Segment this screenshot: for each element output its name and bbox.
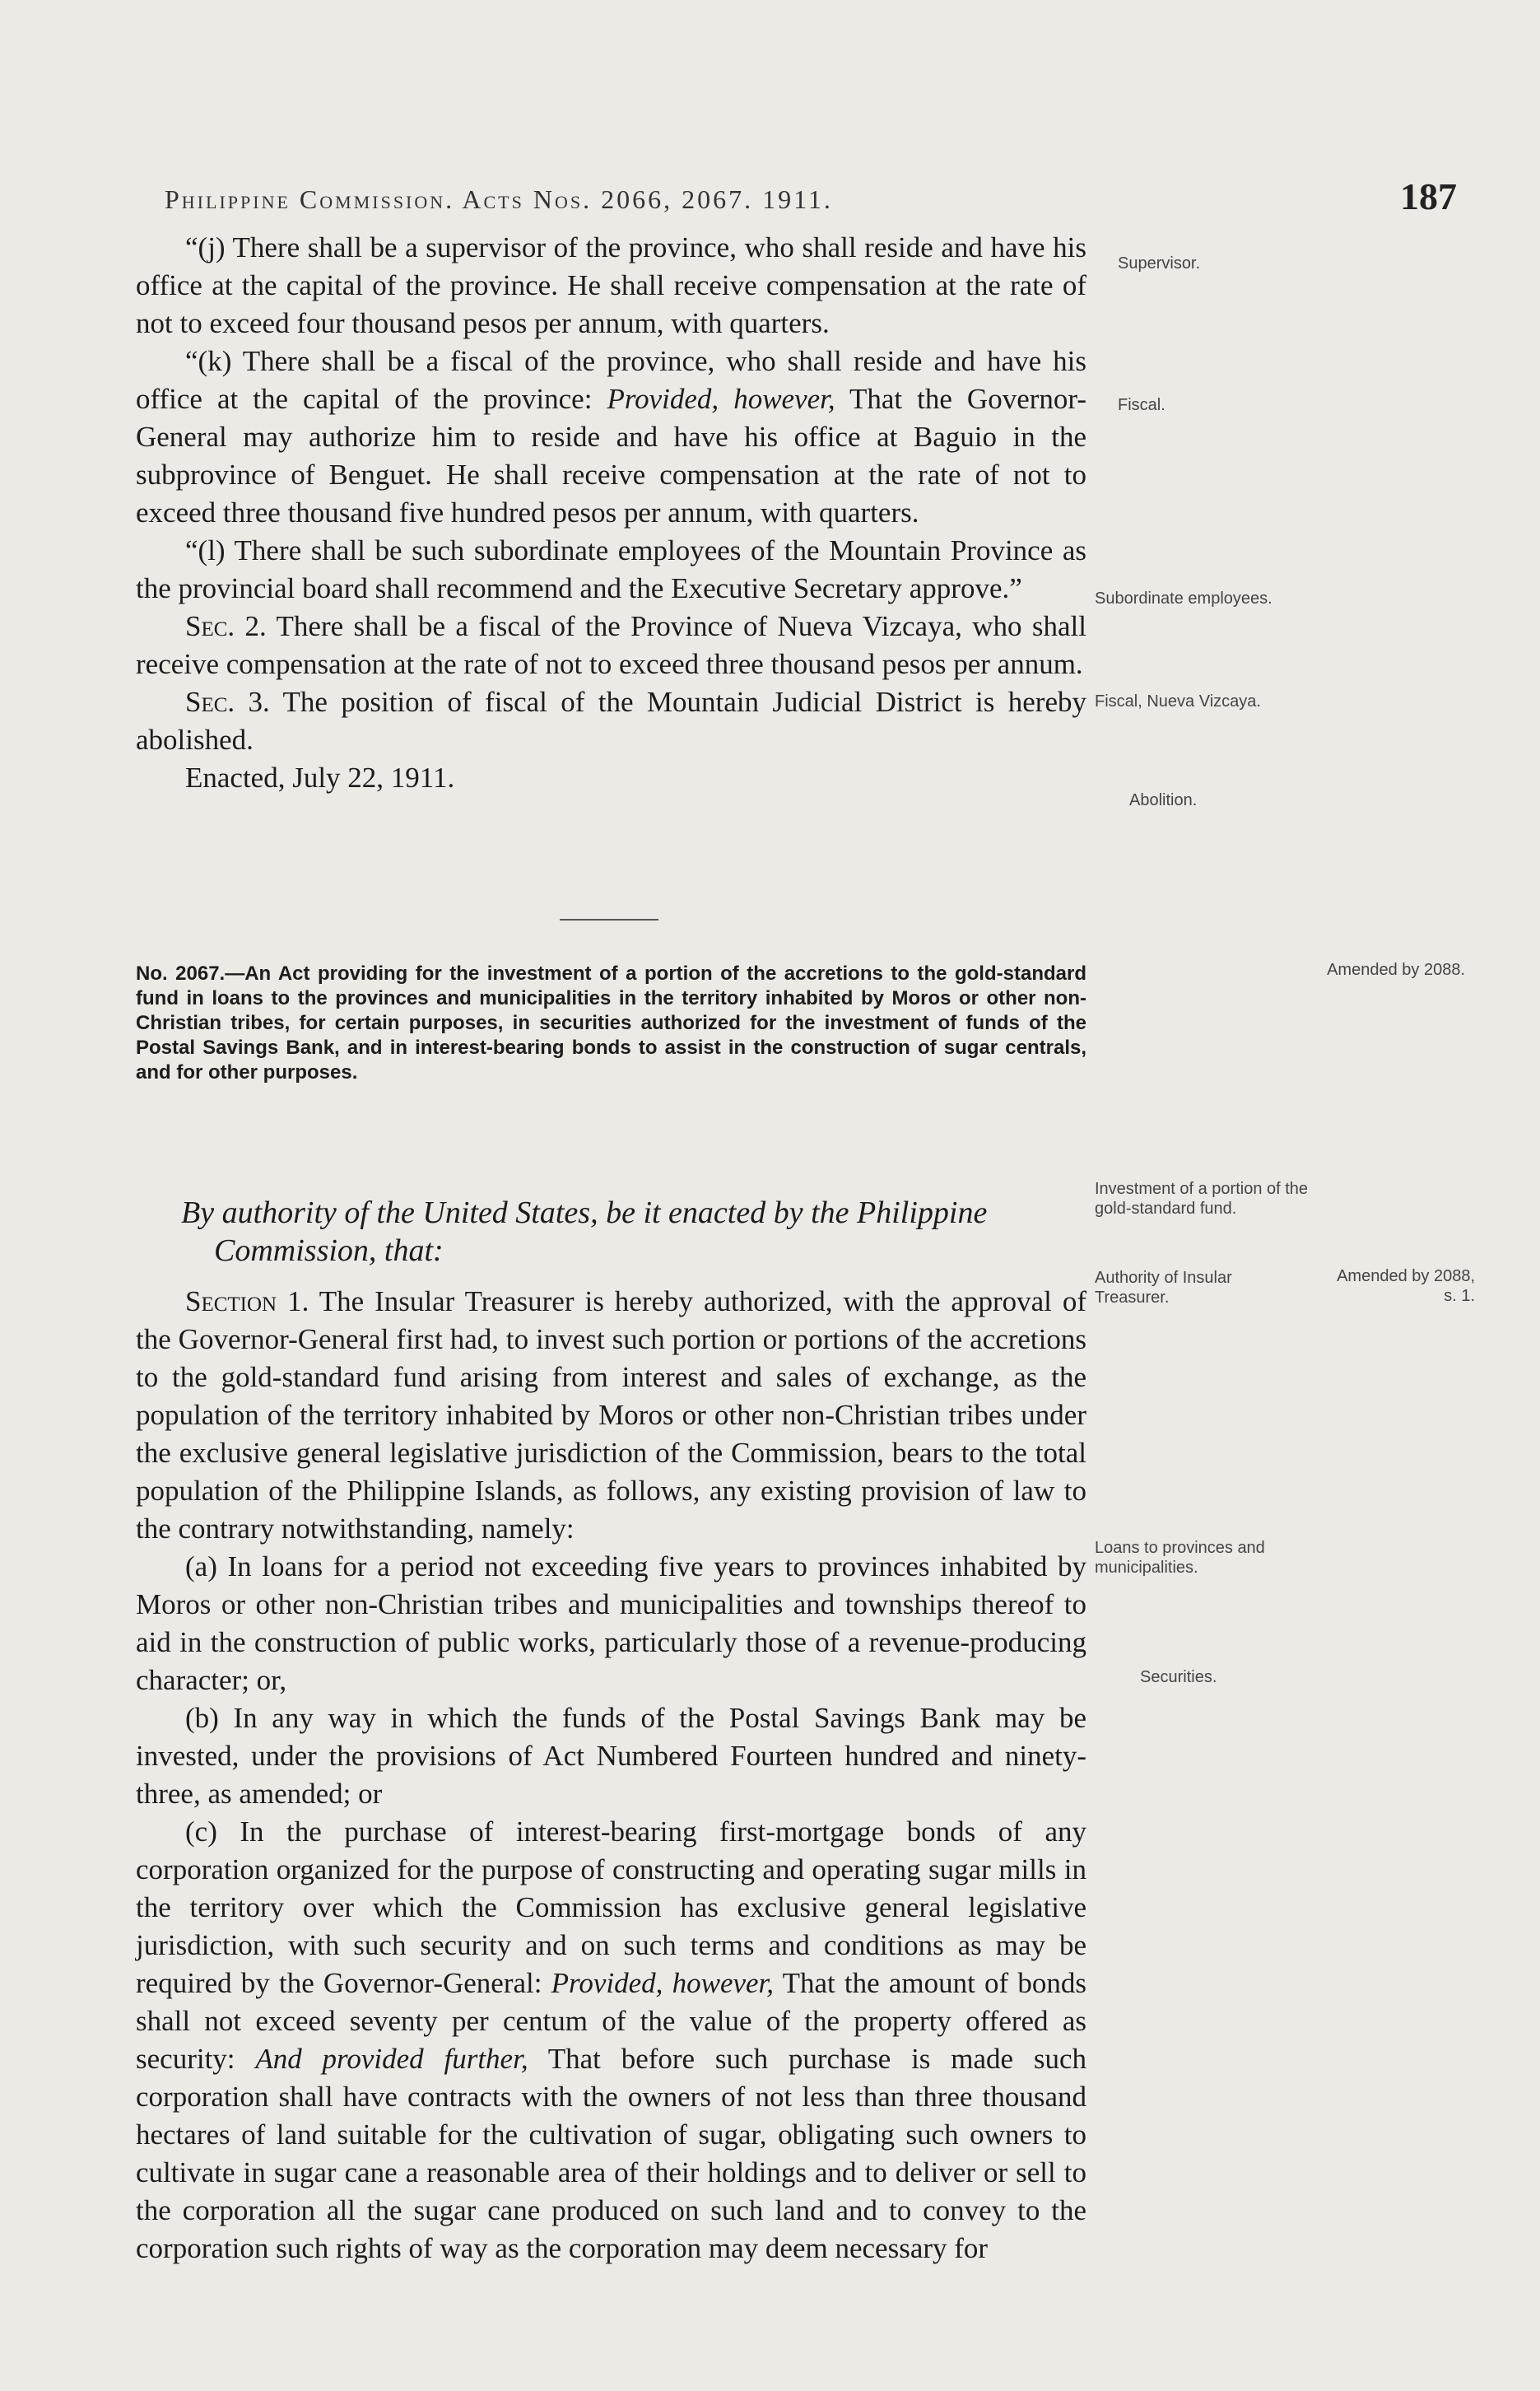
paragraph-k: “(k) There shall be a fiscal of the province, who shall reside and have his office at the capital of the province: Provided, however, That the Governor-General may authorize him to reside and have his office at Baguio in the subprovince of Benguet. He shall receive compensation at the rate of not to exceed three thousand five hundred pesos per annum, with quarters. [136, 345, 1087, 529]
enacting-line-2: Commission, that: [214, 1233, 444, 1268]
margin-note-amended-by-2088: Amended by 2088. [1327, 961, 1465, 979]
margin-note-authority: Authority of Insular Treasurer. [1095, 1269, 1232, 1307]
act-2066-text [136, 229, 1086, 797]
enacting-clause [181, 1194, 1086, 1270]
margin-note-amended-by-2088-s1: Amended by 2088, s. 1. [1337, 1267, 1475, 1305]
margin-note-securities: Securities. [1140, 1668, 1217, 1686]
section-2: Sec. 2. There shall be a fiscal of the Province of Nueva Vizcaya, who shall receive compensation at the rate of not to exceed three thousand pesos per annum. [136, 610, 1086, 680]
clause-c: (c) In the purchase of interest-bearing first-mortgage bonds of any corporation organized for the purpose of constructing and operating sugar mills in the territory over which the Commission has exclusive general legislative jurisdiction, with such security and on such terms and conditions as may be required by the Governor-General: Provided, however, That the amount of bonds shall not exceed seventy per centum of the value of the property offered as security: And provided further, That before such purchase is made such corporation shall have contracts with the owners of not less than three thousand hectares of land suitable for the cultivation of sugar, obligating such owners to cultivate in sugar cane a reasonable area of their holdings and to deliver or sell to the corporation all the sugar cane produced on such land and to convey to the corporation such rights of way as the corporation may deem necessary for [136, 1815, 1087, 2264]
section-1: Section 1. The Insular Treasurer is hereby authorized, with the approval of the Governor-General first had, to invest such portion or portions of the accretions to the gold-standard fund arising from interest and sales of exchange, as the population of the territory inhabited by Moros or other non-Christian tribes under the exclusive general legislative jurisdiction of the Commission, bears to the total population of the Philippine Islands, as follows, any existing provision of law to the contrary notwithstanding, namely: [136, 1285, 1086, 1545]
enacting-line-1: By authority of the United States, be it enacted by the Philippine [181, 1196, 988, 1230]
margin-note-abolition: Abolition. [1129, 791, 1198, 809]
act-2067-text [136, 1283, 1086, 2267]
margin-note-supervisor: Supervisor. [1118, 254, 1201, 273]
margin-note-investment: Investment of a portion of the gold-standard fund. [1095, 1180, 1309, 1218]
paragraph-j: “(j) There shall be a supervisor of the province, who shall reside and have his office at the capital of the province. He shall receive compensation at the rate of not to exceed four thousand pesos per annum, with quarters. [136, 231, 1086, 339]
margin-note-subordinate: Subordinate employees. [1095, 590, 1272, 608]
enacted-date: Enacted, July 22, 1911. [185, 762, 455, 794]
page-number: 187 [1400, 175, 1457, 217]
section-divider [560, 919, 658, 921]
clause-a: (a) In loans for a period not exceeding five years to provinces inhabited by Moros or other non-Christian tribes and municipalities and townships thereof to aid in the construction of public works, particularly those of a revenue-producing character; or, [136, 1550, 1086, 1696]
header-title: Philippine Commission. Acts Nos. 2066, 2067. 1911. [165, 184, 833, 214]
act-number: No. 2067. [136, 962, 226, 985]
section-3: Sec. 3. The position of fiscal of the Mountain Judicial District is hereby abolished. [136, 686, 1086, 756]
margin-note-fiscal-nueva-vizcaya: Fiscal, Nueva Vizcaya. [1095, 692, 1261, 711]
margin-note-loans: Loans to provinces and municipalities. [1095, 1539, 1265, 1577]
margin-note-fiscal: Fiscal. [1118, 396, 1165, 414]
clause-b: (b) In any way in which the funds of the Postal Savings Bank may be invested, under the provisions of Act Numbered Fourteen hundred and ninety-three, as amended; or [136, 1702, 1086, 1810]
act-title-text: —An Act providing for the investment of a portion of the accretions to the gold-standard fund in loans to the provinces and municipalities in the territory inhabited by Moros or other non-Christian tribes, for certain purposes, in securities authorized for the investment of funds of the Postal Savings Bank, and in interest-bearing bonds to assist in the construction of sugar centrals, and for other purposes. [136, 962, 1086, 1084]
paragraph-l: “(l) There shall be such subordinate employees of the Mountain Province as the provincial board shall recommend and the Executive Secretary approve.” [136, 534, 1086, 604]
act-2067-title [136, 962, 1086, 1085]
